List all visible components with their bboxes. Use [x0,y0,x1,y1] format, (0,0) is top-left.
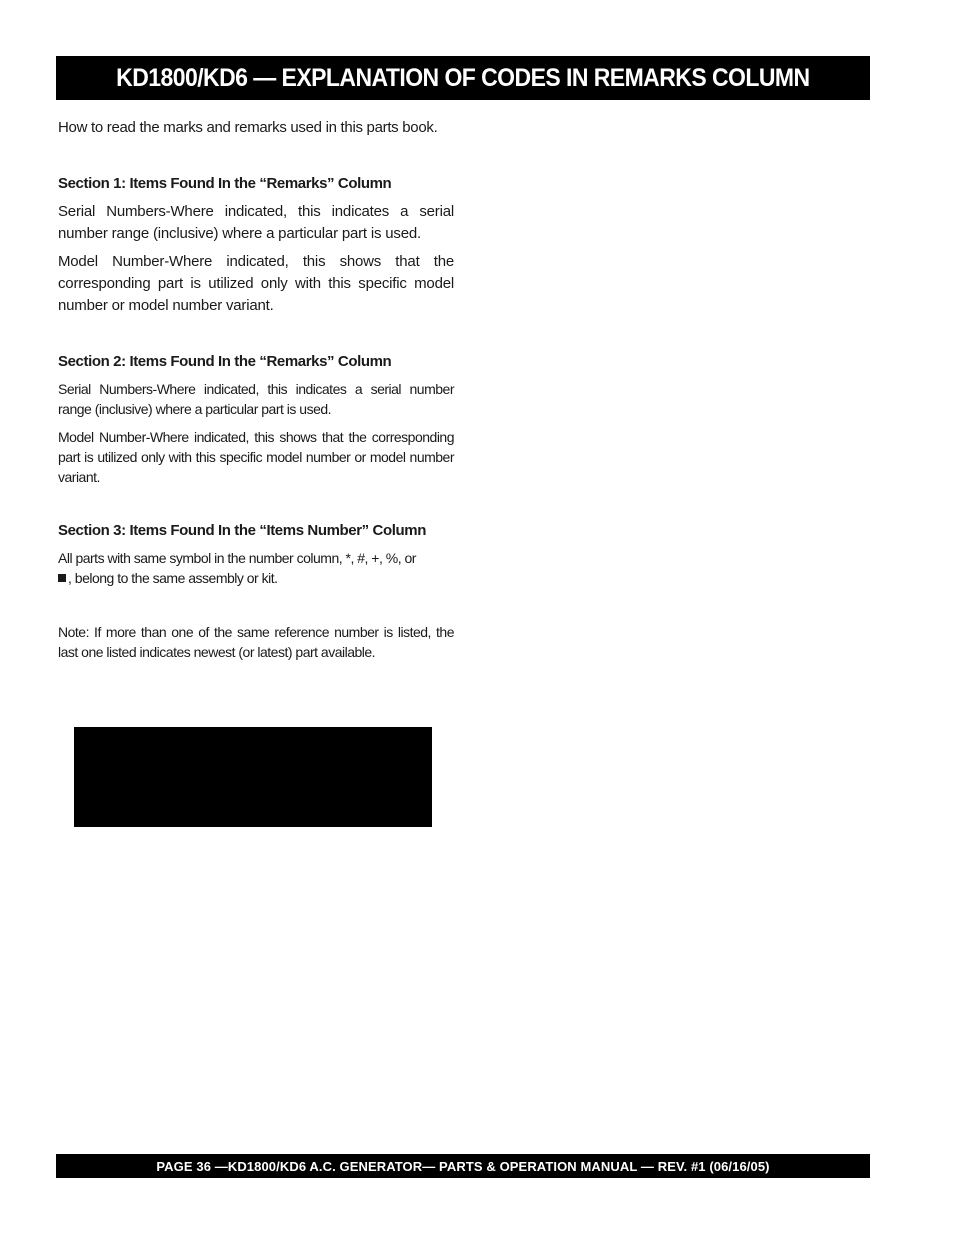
section-1-serial-numbers-text: Serial Numbers-Where indicated, this indicates a serial number range (inclusive) where a particular part is used. [58,203,454,242]
page-footer [56,1154,870,1178]
section-3-symbols-line-1: All parts with same symbol in the number column, *, #, +, %, or [58,550,416,566]
section-1-model-number-text: Model Number-Where indicated, this shows that the corresponding part is utilized only with this specific model number or model number variant. [58,253,454,314]
section-3-symbols-line-2: , belong to the same assembly or kit. [68,570,278,586]
intro-text: How to read the marks and remarks used in this parts book. [58,119,438,136]
section-2-model-number-text: Model Number-Where indicated, this shows that the corresponding part is utilized only with this specific model number or model number variant. [58,429,454,485]
section-2-serial-numbers-text: Serial Numbers-Where indicated, this indicates a serial number range (inclusive) where a particular part is used. [58,381,454,417]
section-3-symbols-text [58,548,454,588]
section-3-heading: Section 3: Items Found In the “Items Number” Column [58,522,426,539]
page-title: KD1800/KD6 — EXPLANATION OF CODES IN REMARKS COLUMN [116,63,810,92]
section-2-heading: Section 2: Items Found In the “Remarks” Column [58,353,392,370]
footer-text: PAGE 36 —KD1800/KD6 A.C. GENERATOR— PARTS & OPERATION MANUAL — REV. #1 (06/16/05) [156,1158,770,1174]
redacted-block [74,727,432,827]
page-title-bar [56,56,870,100]
section-1-heading: Section 1: Items Found In the “Remarks” Column [58,175,392,192]
note-text: Note: If more than one of the same reference number is listed, the last one listed indicates newest (or latest) part available. [58,624,454,660]
square-symbol-icon [58,574,66,582]
main-content [58,118,454,660]
